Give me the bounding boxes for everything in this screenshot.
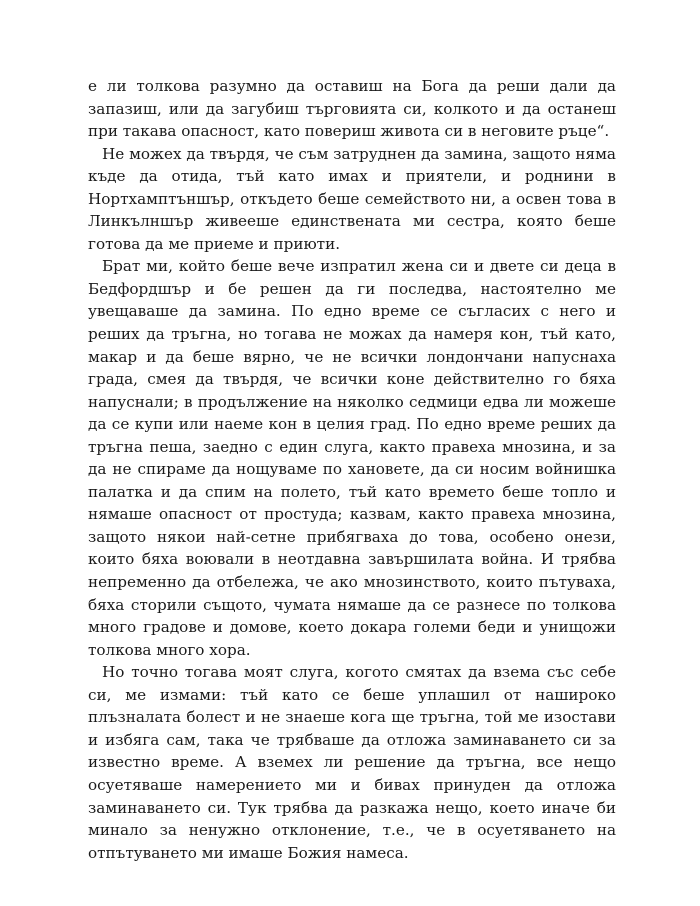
paragraph-3: Брат ми, който беше вече изпратил жена си и двете си деца в Бедфордшър и бе решен да ги последва, настоятелно ме увещаваше да замина. По едно време се съгласих с него и реших да тръгна, но тогава не можах да намеря кон, тъй като, макар и да беше вярно, че не всички лондончани напуснаха града, смея да твърдя, че всички коне действително го бяха напуснали; в продължение на няколко седмици едва ли можеше да се купи или наеме кон в целия град. По едно време реших да тръгна пеша, заедно с един слуга, както правеха мнозина, и за да не спираме да нощуваме по хановете, да си носим войнишка палатка и да спим на полето, тъй като времето беше топло и нямаше опасност от простуда; казвам, както правеха мнозина, защото някои най-сетне прибягваха до това, особено онези, които бяха воювали в неотдавна завършилата война. И трябва непременно да отбележа, че ако мнозинството, които пътуваха, бяха сторили същото, чумата нямаше да се разнесе по толкова много градове и домове, което докара големи беди и унищожи толкова много хора. xyxy=(88,257,616,659)
paragraph-4: Но точно тогава моят слуга, когото смятах да взема със себе си, ме измами: тъй като се беше уплашил от нашироко плъзналата болест и не знаеше кога ще тръгна, той ме изостави и избяга сам, така че трябваше да отложа заминаването си за известно време. А вземех ли решение да тръгна, все нещо осуетяваше намерението ми и бивах принуден да отложа заминаването си. Тук трябва да разкажа нещо, което иначе би минало за ненужно отклонение, т.е., че в осуетяването на отпътуването ми имаше Божия намеса. xyxy=(88,663,616,862)
paragraph-1: е ли толкова разумно да оставиш на Бога да реши дали да запазиш, или да загубиш търговията си, колкото и да останеш при такава опасност, като повериш живота си в неговите ръце“. xyxy=(88,77,616,141)
book-page-text xyxy=(88,75,616,864)
paragraph-2: Не можех да твърдя, че съм затруднен да замина, защото няма къде да отида, тъй като имах и приятели, и роднини в Нортхамптъншър, откъдето беше семейството ни, а освен това в Линкълншър живееше единствената ми сестра, която беше готова да ме приеме и приюти. xyxy=(88,144,616,253)
